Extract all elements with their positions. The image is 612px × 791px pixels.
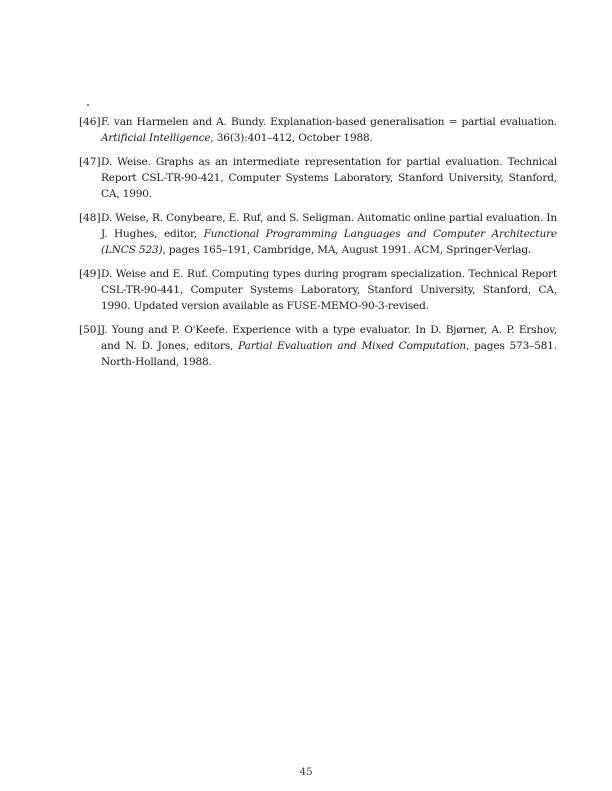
reference-text: J. Young and P. O'Keefe. Experience with a type evaluator. In D. Bjørner, A. P. Ershov, and N. D. Jones, editors, Partial Evaluation and Mixed Computation, pages 573–581. North-Holland, 1988. [101,324,557,368]
page-number: 45 [299,766,313,778]
scan-speck [87,104,89,106]
reference-item [79,114,557,146]
reference-text: D. Weise. Graphs as an intermediate representation for partial evaluation. Technical Report CSL-TR-90-421, Computer Systems Laboratory, Stanford University, Stanford, CA, 1990. [101,156,557,200]
reference-item [79,322,557,370]
reference-text: D. Weise, R. Conybeare, E. Ruf, and S. Seligman. Automatic online partial evaluation. In J. Hughes, editor, Functional Programming Languages and Computer Architecture (LNCS 523), pages 165–191, Cambridge, MA, August 1991. ACM, Springer-Verlag. [101,212,557,256]
reference-number: [46] [79,116,101,128]
reference-title: Artificial Intelligence [101,132,211,144]
reference-number: [48] [79,212,101,224]
reference-number: [50] [79,324,101,336]
reference-title: Partial Evaluation and Mixed Computation [238,340,466,352]
reference-title: Functional Programming Languages and Computer Architecture (LNCS 523) [101,228,557,256]
reference-text: D. Weise and E. Ruf. Computing types during program specialization. Technical Report CSL-TR-90-441, Computer Systems Laboratory, Stanford University, Stanford, CA, 1990. Updated version available as FUSE-MEMO-90-3-revised. [101,268,557,312]
reference-number: [47] [79,156,101,168]
reference-number: [49] [79,268,101,280]
reference-item [79,210,557,258]
reference-item [79,154,557,202]
reference-list [79,114,557,378]
reference-item [79,266,557,314]
reference-text: F. van Harmelen and A. Bundy. Explanation-based generalisation = partial evaluation. Artificial Intelligence, 36(3):401–412, October 1988. [101,116,557,144]
